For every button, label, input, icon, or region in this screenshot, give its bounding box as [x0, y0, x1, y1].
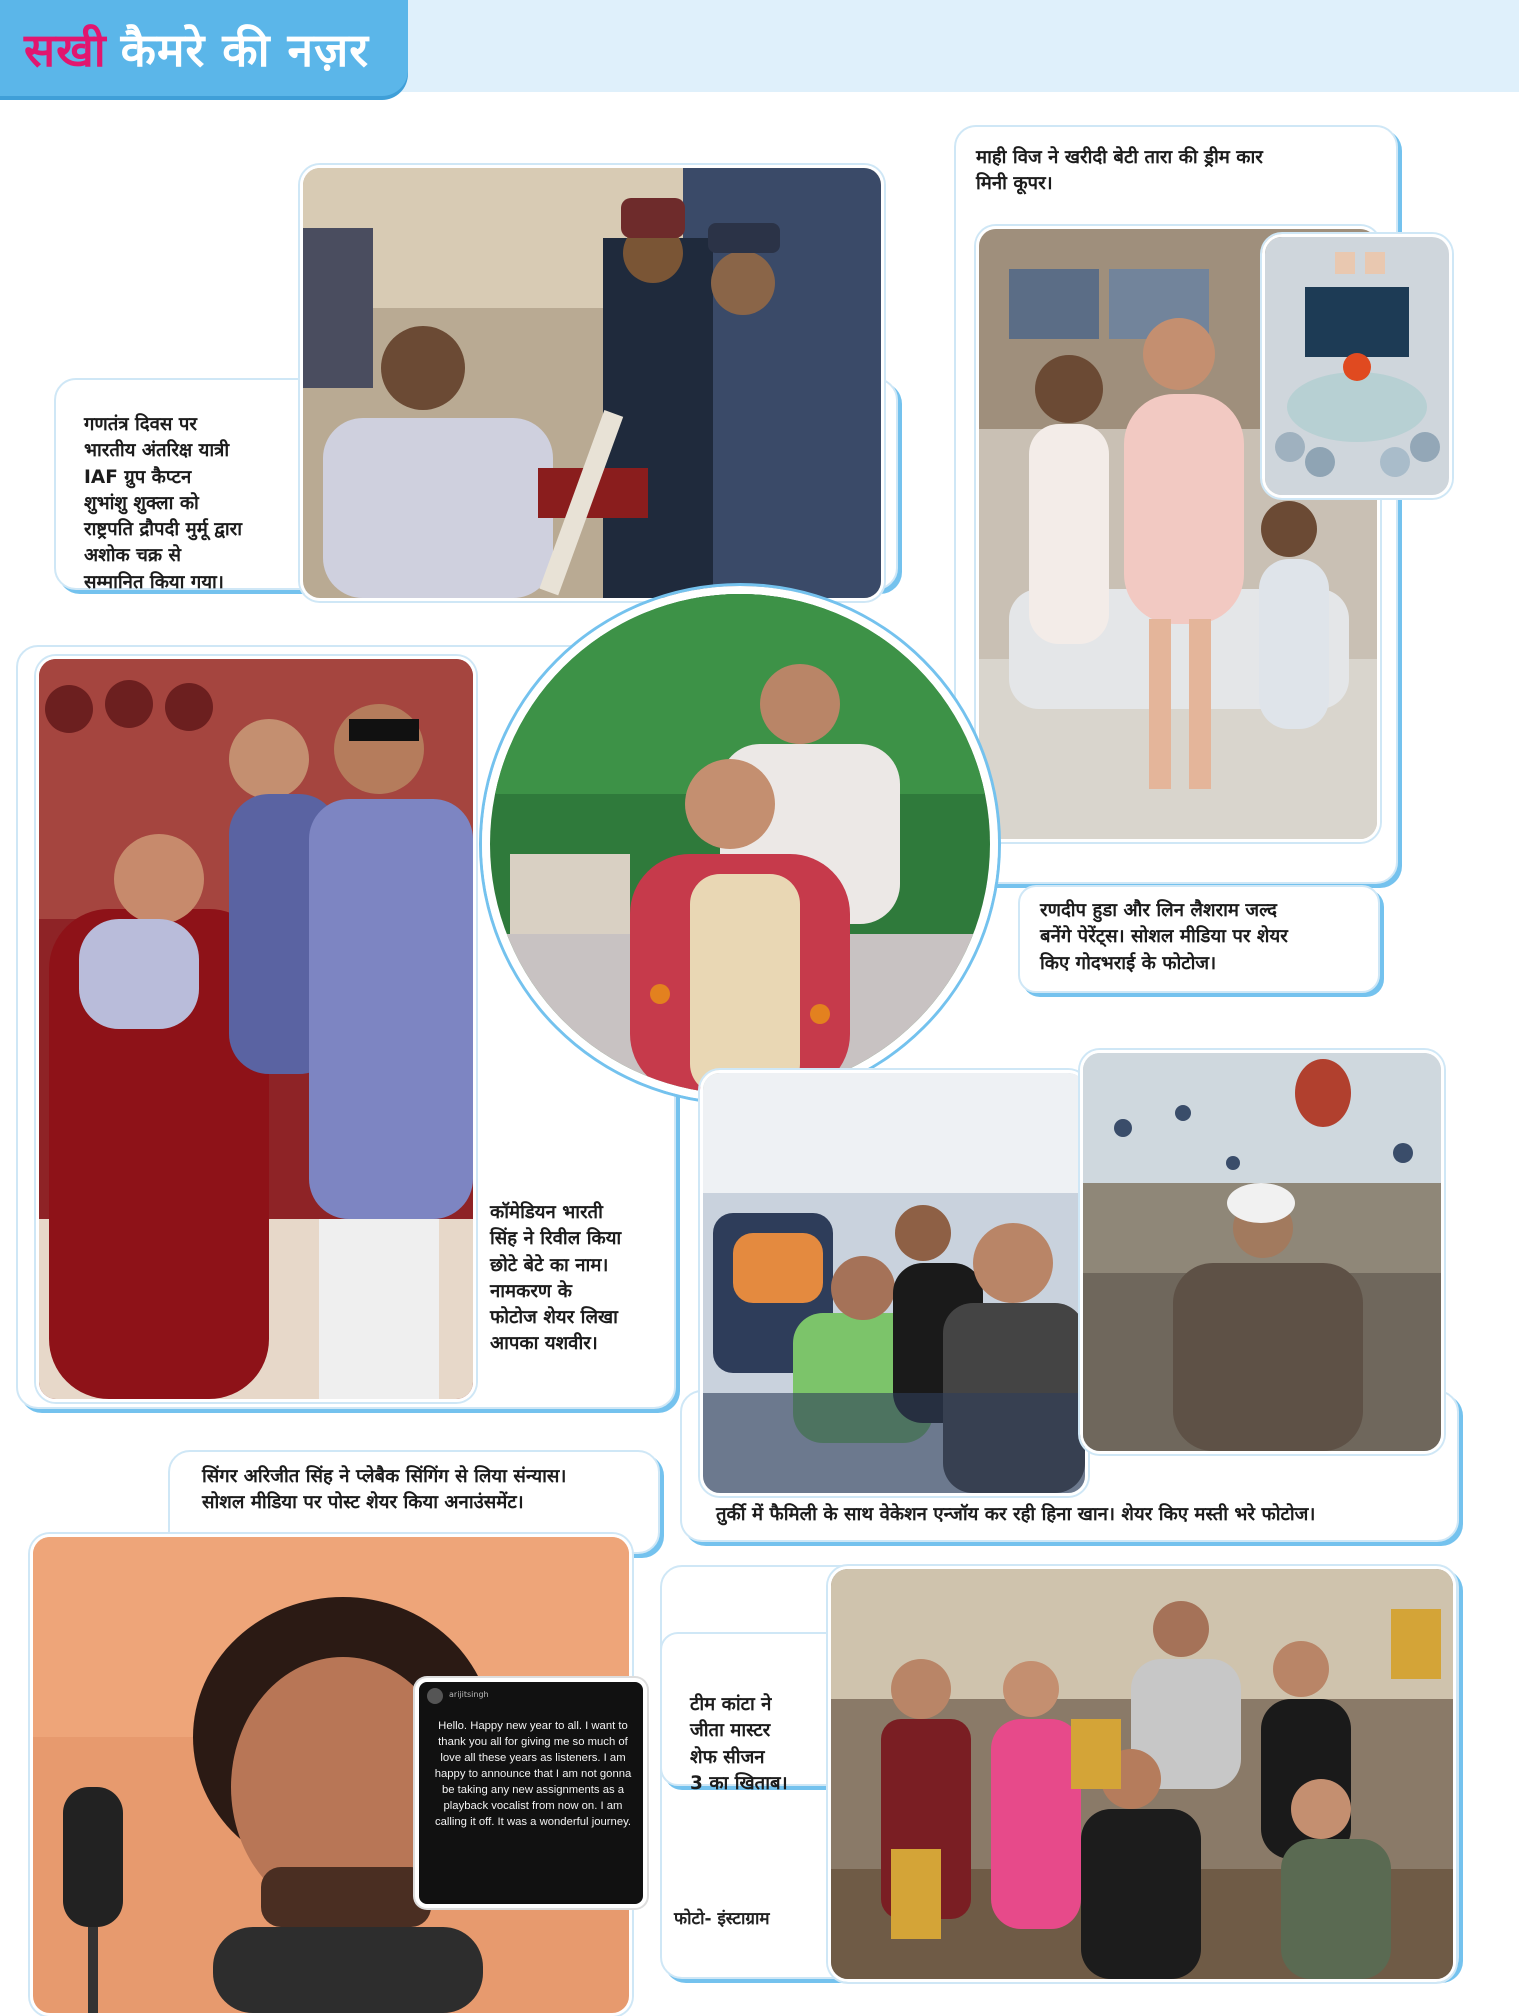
hina-caption: तुर्की में फैमिली के साथ वेकेशन एन्जॉय कर रही हिना खान। शेयर किए मस्ती भरे फोटोज।: [716, 1504, 1316, 1525]
kaanta-caption: टीम कांटा ने जीता मास्टर शेफ सीजन 3 का खिताब।: [690, 1694, 788, 1794]
section-header: [0, 0, 408, 96]
mahi-car-inset-photo: [1262, 234, 1452, 498]
mahi-caption: माही विज ने खरीदी बेटी तारा की ड्रीम कार मिनी कूपर।: [976, 147, 1263, 195]
photo-credit: फोटो- इंस्टाग्राम: [674, 1909, 770, 1929]
brand-name: सखी: [24, 23, 107, 77]
section-title-text: कैमरे की नज़र: [120, 23, 370, 77]
randeep-caption: रणदीप हुडा और लिन लैशराम जल्द बनेंगे पेरेंट्स। सोशल मीडिया पर शेयर किए गोदभराई के फोटोज।: [1040, 900, 1288, 974]
arijit-caption: सिंगर अरिजीत सिंह ने प्लेबैक सिंगिंग से लिया संन्यास। सोशल मीडिया पर पोस्ट शेयर किया अनाउंसमेंट।: [202, 1466, 567, 1514]
award-photo: [300, 165, 884, 601]
hina-balloon-photo: [1080, 1050, 1444, 1454]
post-text: Hello. Happy new year to all. I want to thank you all for giving me so much of love all these years as listeners. I am happy to announce that I am not gonna be taking any new assignments as a playback vocalist from now on. I am calling it off. It was a wonderful journey.: [434, 1720, 632, 1829]
arijit-instagram-post: [415, 1678, 647, 1908]
bharti-caption: कॉमेडियन भारती सिंह ने रिवील किया छोटे बेटे का नाम। नामकरण के फोटोज शेयर लिखा आपका यशवीर।: [490, 1202, 622, 1355]
post-handle: arijitsingh: [449, 1690, 489, 1699]
post-avatar: [427, 1688, 443, 1704]
bharti-photo: [36, 656, 476, 1402]
randeep-photo: [482, 586, 998, 1102]
hina-flight-photo: [700, 1070, 1088, 1496]
kaanta-photo: [828, 1566, 1456, 1982]
section-title: [24, 18, 369, 80]
award-caption: गणतंत्र दिवस पर भारतीय अंतरिक्ष यात्री IAF ग्रुप कैप्टन शुभांशु शुक्ला को राष्ट्रपति द्रौपदी मुर्मू द्वारा अशोक चक्र से सम्मानित किया गया।: [84, 414, 242, 593]
